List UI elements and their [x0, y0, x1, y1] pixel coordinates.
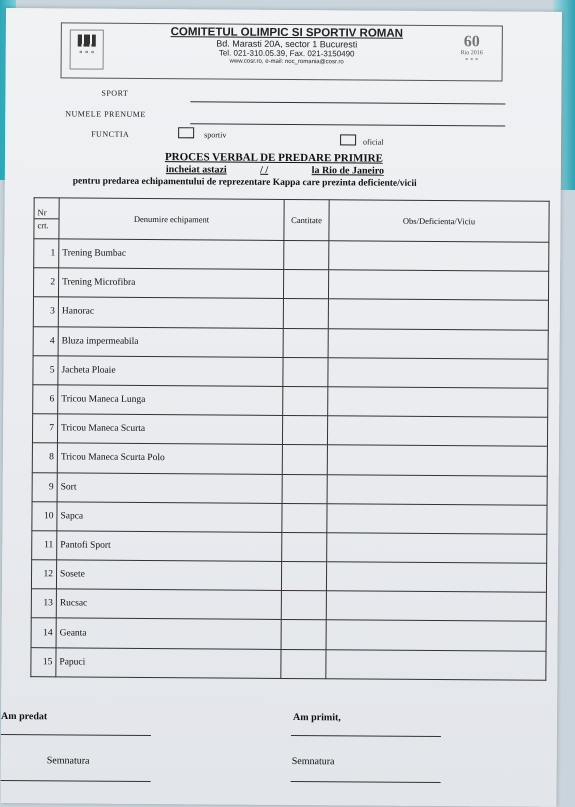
table-row	[32, 501, 547, 534]
item-name: Pantofi Sport	[57, 531, 282, 562]
obs-cell[interactable]	[328, 358, 548, 389]
letterhead-text	[157, 26, 417, 67]
header-obs: Obs/Deficienta/Viciu	[329, 200, 549, 243]
qty-cell[interactable]	[283, 386, 328, 416]
oficial-checkbox[interactable]	[340, 134, 356, 145]
table-row	[31, 589, 546, 622]
document-sheet	[0, 8, 562, 807]
qty-cell[interactable]	[282, 445, 327, 475]
oficial-option-label: oficial	[363, 137, 384, 147]
table-row	[34, 239, 549, 272]
handed-over-name-field[interactable]	[1, 734, 151, 736]
received-label: Am primit,	[293, 712, 341, 724]
qty-cell[interactable]	[281, 649, 326, 679]
logo-bars-icon	[78, 35, 96, 47]
function-label: FUNCTIA	[91, 129, 130, 139]
signature-left-field[interactable]	[1, 780, 151, 782]
org-web: www.cosr.ro, e-mail: noc_romania@cosr.ro	[229, 58, 344, 66]
obs-cell[interactable]	[328, 387, 548, 418]
row-number: 4	[33, 326, 58, 355]
header-name: Denumire echipament	[59, 198, 284, 241]
sport-label: SPORT	[101, 88, 129, 98]
signature-right-label: Semnatura	[291, 756, 335, 768]
table-row	[33, 355, 548, 388]
sportiv-checkbox[interactable]	[178, 127, 194, 138]
name-field[interactable]	[190, 123, 505, 126]
header-nr-crt	[34, 198, 59, 239]
location-text: la Rio de Janeiro	[311, 165, 385, 177]
header-nr: Nr	[35, 206, 59, 219]
signature-right-field[interactable]	[291, 781, 441, 783]
header-qty: Cantitate	[284, 199, 329, 240]
item-name: Papuci	[56, 647, 281, 678]
equipment-table	[30, 197, 549, 680]
table-row	[33, 268, 548, 301]
item-name: Sort	[57, 472, 282, 503]
rio-logo-text: Rio 2016	[460, 50, 483, 57]
sport-field[interactable]	[190, 101, 505, 104]
qty-cell[interactable]	[282, 532, 327, 562]
obs-cell[interactable]	[327, 445, 547, 476]
obs-cell[interactable]	[327, 474, 547, 505]
table-row	[33, 297, 548, 330]
row-number: 11	[32, 531, 57, 560]
handed-over-label: Am predat	[1, 710, 48, 723]
item-name: Trening Microfibra	[58, 268, 283, 299]
table-row	[31, 560, 546, 593]
table-row	[31, 618, 546, 651]
row-number: 9	[32, 472, 57, 501]
obs-cell[interactable]	[328, 299, 548, 330]
obs-cell[interactable]	[326, 649, 546, 680]
obs-cell[interactable]	[327, 503, 547, 534]
row-number: 10	[32, 501, 57, 530]
org-phone: Tel. 021-310.05.39, Fax. 021-3150490	[218, 48, 355, 59]
row-number: 7	[32, 414, 57, 443]
date-prefix: incheiat astazi	[165, 164, 227, 176]
obs-cell[interactable]	[327, 533, 547, 564]
obs-cell[interactable]	[328, 270, 548, 301]
sportiv-option-label: sportiv	[204, 130, 227, 140]
item-name: Tricou Maneca Lunga	[58, 385, 283, 416]
qty-cell[interactable]	[283, 270, 328, 300]
item-name: Trening Bumbac	[59, 239, 284, 270]
row-number: 12	[31, 560, 56, 589]
obs-cell[interactable]	[328, 328, 548, 359]
signature-left-label: Semnatura	[46, 755, 90, 767]
table-row	[32, 443, 547, 476]
date-field[interactable]: / /	[260, 164, 269, 176]
org-address: Bd. Marasti 20A, sector 1 Bucuresti	[216, 38, 358, 50]
row-number: 15	[31, 647, 56, 676]
table-row	[31, 647, 546, 680]
row-number: 13	[31, 589, 56, 618]
qty-cell[interactable]	[282, 474, 327, 504]
row-number: 8	[32, 443, 57, 472]
item-name: Tricou Maneca Scurta Polo	[57, 443, 282, 474]
item-name: Rucsac	[56, 589, 281, 620]
item-name: Geanta	[56, 618, 281, 649]
item-name: Sosete	[56, 560, 281, 591]
qty-cell[interactable]	[281, 562, 326, 592]
table-row	[32, 472, 547, 505]
obs-cell[interactable]	[326, 591, 546, 622]
obs-cell[interactable]	[326, 620, 546, 651]
table-row	[32, 414, 547, 447]
qty-cell[interactable]	[282, 416, 327, 446]
date-line	[166, 164, 384, 177]
row-number: 6	[33, 385, 58, 414]
anniversary-logo	[452, 34, 492, 70]
qty-cell[interactable]	[282, 503, 327, 533]
document-subtitle: pentru predarea echipamentului de reprezentare Kappa care prezinta deficiente/vicii	[72, 176, 417, 189]
row-number: 3	[33, 297, 58, 326]
header-crt: crt.	[37, 219, 49, 230]
qty-cell[interactable]	[283, 357, 328, 387]
obs-cell[interactable]	[329, 241, 549, 272]
table-header-row	[34, 198, 549, 243]
row-number: 1	[34, 239, 59, 268]
item-name: Tricou Maneca Scurta	[57, 414, 282, 445]
org-name: COMITETUL OLIMPIC SI SPORTIV ROMAN	[170, 26, 404, 40]
qty-cell[interactable]	[281, 591, 326, 621]
table-row	[33, 326, 548, 359]
obs-cell[interactable]	[327, 416, 547, 447]
letterhead	[61, 22, 503, 81]
row-number: 2	[33, 268, 58, 297]
anniversary-number: 60	[463, 33, 480, 51]
qty-cell[interactable]	[281, 620, 326, 650]
row-number: 14	[31, 618, 56, 647]
received-name-field[interactable]	[291, 735, 441, 737]
cosr-logo	[70, 29, 104, 69]
item-name: Bluza impermeabila	[58, 326, 283, 357]
row-number: 5	[33, 355, 58, 384]
olympic-rings-icon: ⚬⚬⚬	[464, 57, 480, 64]
qty-cell[interactable]	[284, 240, 329, 270]
document-title: PROCES VERBAL DE PREDARE PRIMIRE	[164, 151, 383, 165]
qty-cell[interactable]	[283, 299, 328, 329]
item-name: Sapca	[57, 502, 282, 533]
item-name: Jacheta Ploaie	[58, 356, 283, 387]
table-row	[32, 531, 547, 564]
item-name: Hanorac	[58, 297, 283, 328]
qty-cell[interactable]	[283, 328, 328, 358]
name-label: NUMELE PRENUME	[65, 109, 146, 119]
table-row	[33, 385, 548, 418]
obs-cell[interactable]	[326, 562, 546, 593]
olympic-rings-icon: ⚬⚬⚬	[77, 48, 96, 57]
